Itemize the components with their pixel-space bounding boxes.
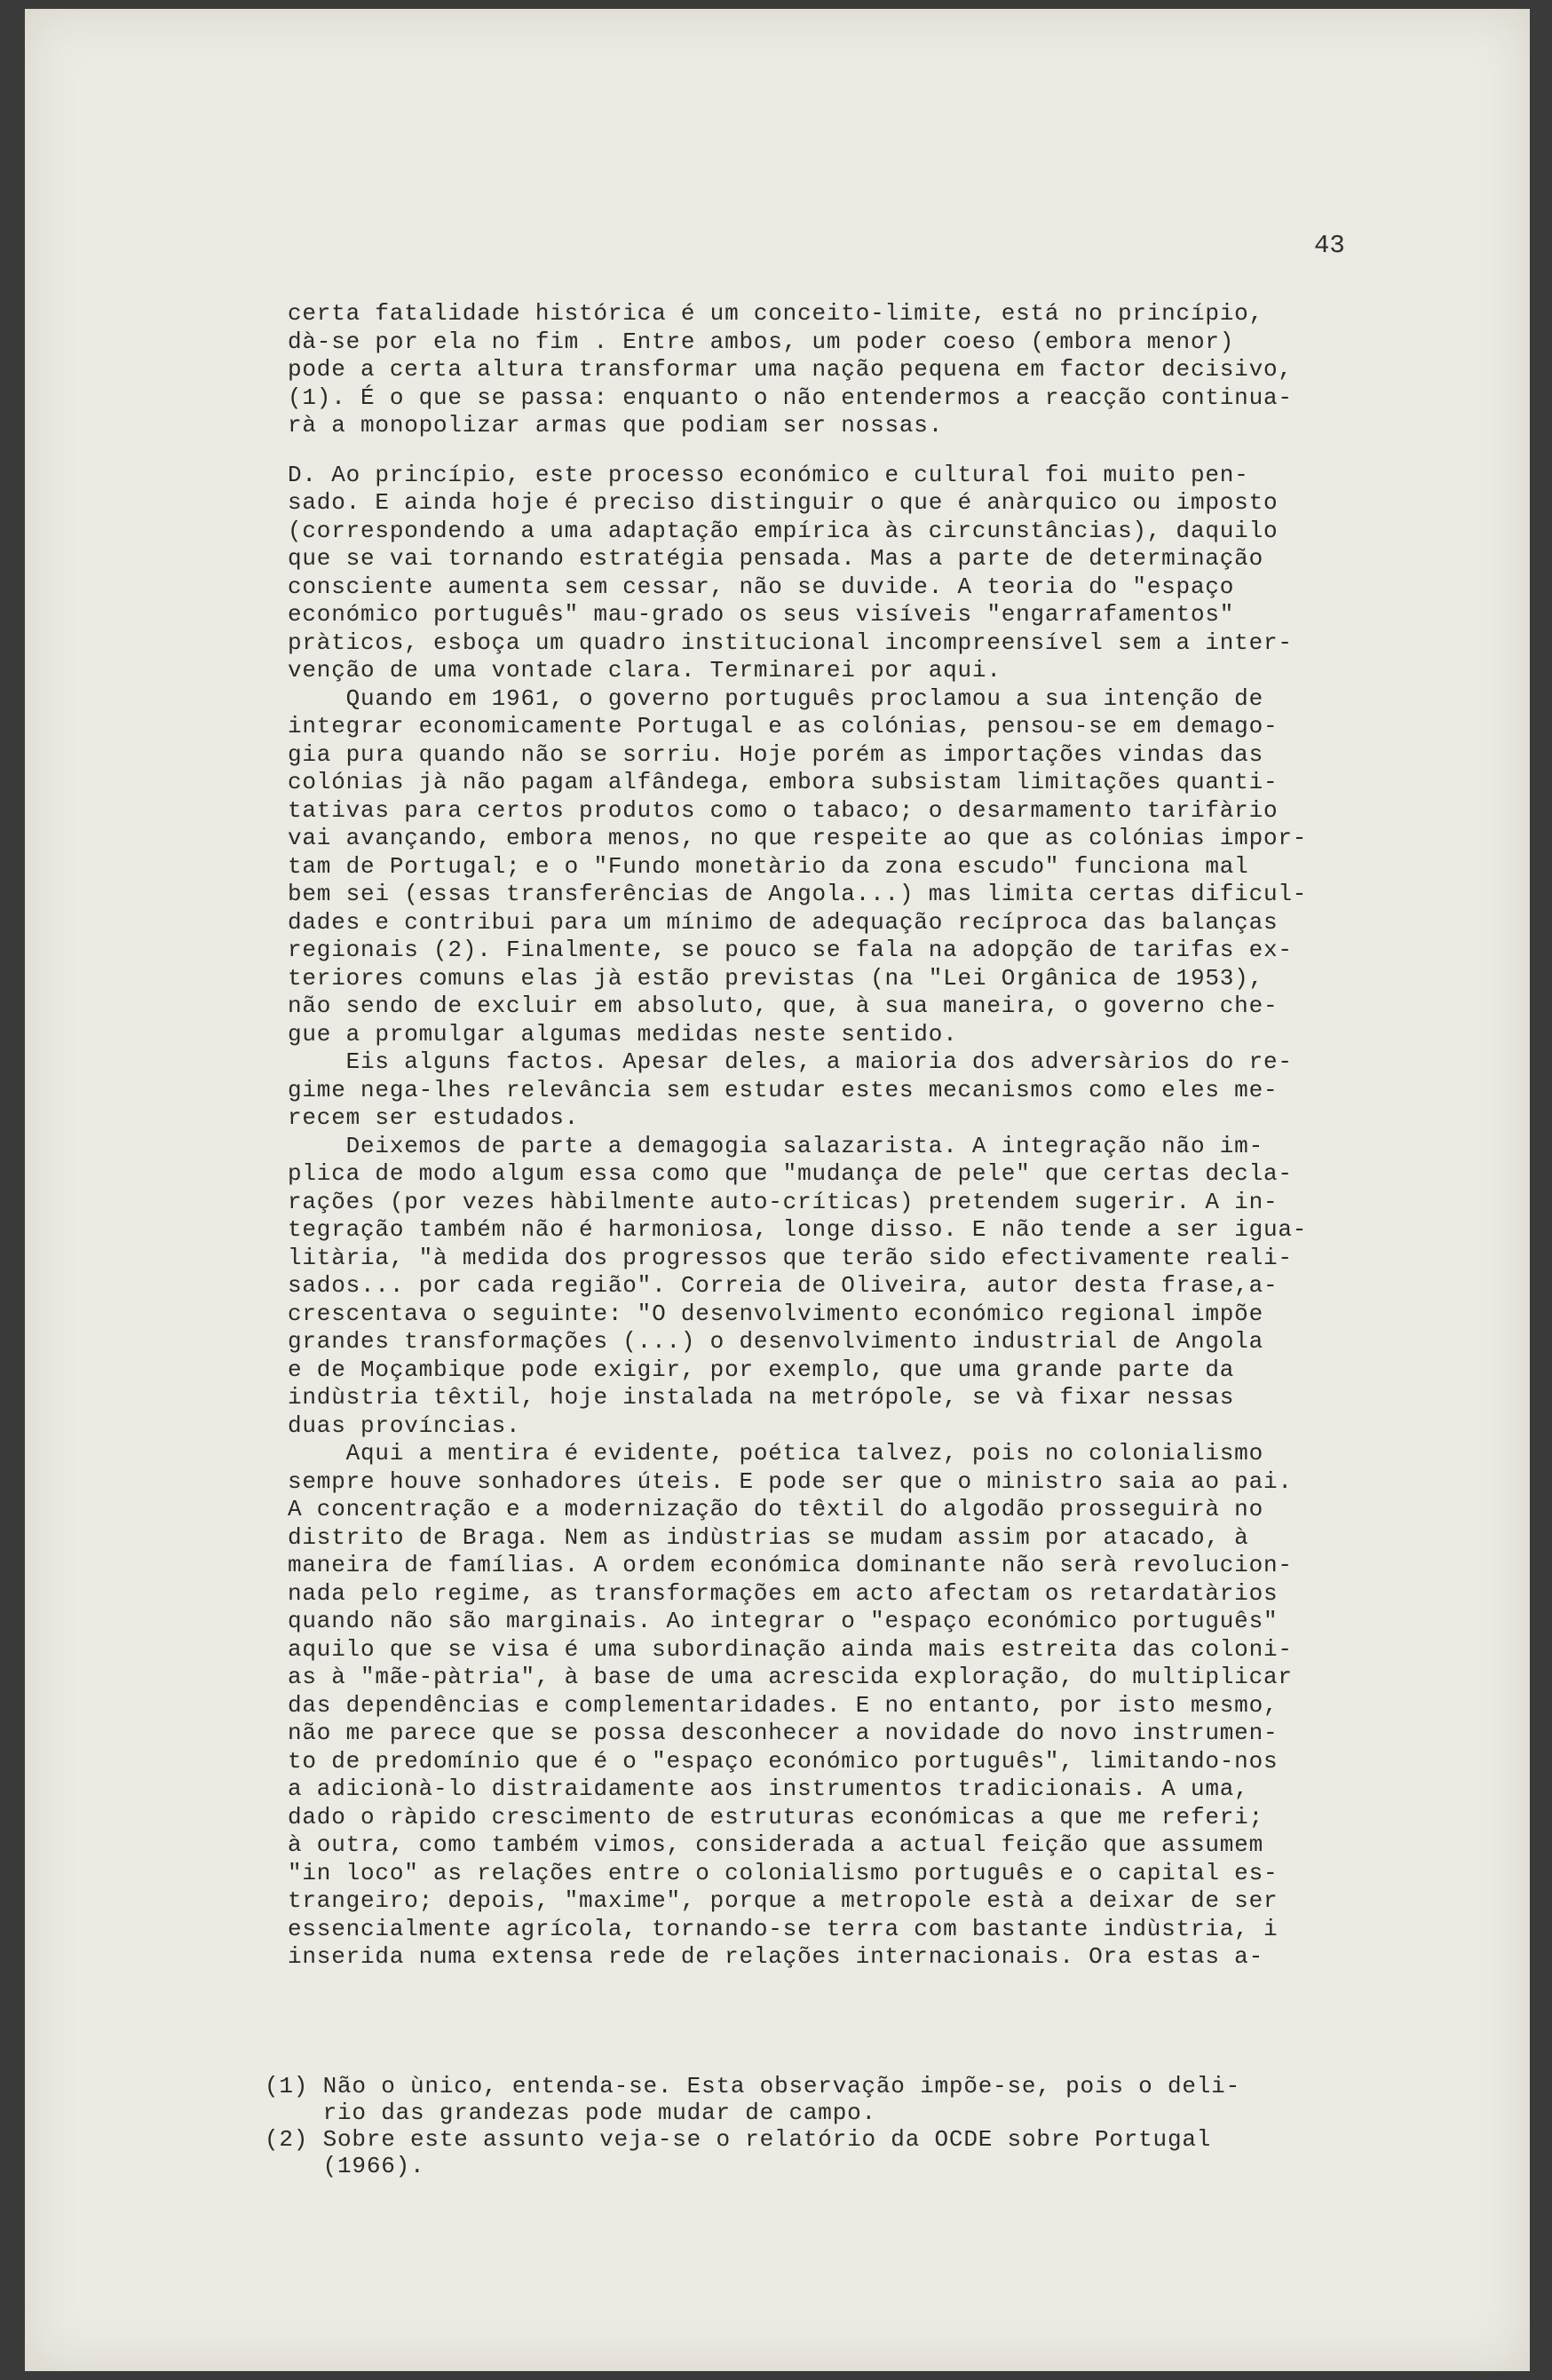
body-line: as à "mãe-pàtria", à base de uma acrescida exploração, do multiplicar (288, 1664, 1293, 1690)
body-line: tam de Portugal; e o "Fundo monetàrio da zona escudo" funciona mal (288, 852, 1249, 880)
body-line: vai avançando, embora menos, no que respeite ao que as colónias impor- (288, 825, 1308, 851)
body-line: certa fatalidade histórica é um conceito-limite, está no princípio, (288, 300, 1263, 327)
body-line: Eis alguns factos. Apesar deles, a maioria dos adversàrios do re- (288, 1048, 1293, 1075)
body-line: indùstria têxtil, hoje instalada na metrópole, se và fixar nessas (288, 1384, 1235, 1411)
body-line: Quando em 1961, o governo português proclamou a sua intenção de (288, 684, 1263, 712)
body-line: e de Moçambique pode exigir, por exemplo, que uma grande parte da (288, 1356, 1235, 1383)
body-line: gia pura quando não se sorriu. Hoje porém as importações vindas das (288, 740, 1263, 768)
body-line: aquilo que se visa é uma subordinação ainda mais estreita das coloni- (288, 1635, 1293, 1663)
body-line: teriores comuns elas jà estão previstas (na "Lei Orgânica de 1953), (288, 964, 1263, 992)
body-line: venção de uma vontade clara. Terminarei por aqui. (288, 657, 1002, 684)
body-line: Deixemos de parte a demagogia salazarista. A integração não im- (288, 1132, 1263, 1159)
body-line: rà a monopolizar armas que podiam ser nossas. (288, 412, 944, 439)
body-line: grandes transformações (...) o desenvolvimento industrial de Angola (288, 1328, 1263, 1355)
footnote-line: (1966). (265, 2153, 425, 2179)
body-line: tegração também não é harmoniosa, longe disso. E não tende a ser igua- (288, 1216, 1308, 1243)
body-line: maneira de famílias. A ordem económica dominante não serà revolucion- (288, 1552, 1293, 1578)
body-line: trangeiro; depois, "maxime", porque a metropole està a deixar de ser (288, 1887, 1279, 1914)
body-line: A concentração e a modernização do têxtil do algodão prosseguirà no (288, 1496, 1263, 1522)
body-line: dà-se por ela no fim . Entre ambos, um poder coeso (embora menor) (288, 328, 1235, 355)
body-line: sempre houve sonhadores úteis. E pode ser que o ministro saia ao pai. (288, 1467, 1293, 1495)
body-line: (1). É o que se passa: enquanto o não entendermos a reacção continua- (288, 383, 1293, 411)
body-line: rações (por vezes hàbilmente auto-críticas) pretendem sugerir. A in- (288, 1188, 1279, 1215)
body-line: sado. E ainda hoje é preciso distinguir o que é anàrquico ou imposto (288, 489, 1279, 516)
body-line: consciente aumenta sem cessar, não se duvide. A teoria do "espaço (288, 573, 1235, 600)
body-line: não sendo de excluir em absoluto, que, à sua maneira, o governo che- (288, 992, 1279, 1019)
body-line: regionais (2). Finalmente, se pouco se fala na adopção de tarifas ex- (288, 937, 1293, 963)
body-line: duas províncias. (288, 1411, 521, 1439)
body-text (288, 300, 1451, 1972)
body-line: a adicionà-lo distraidamente aos instrumentos tradicionais. A uma, (288, 1775, 1249, 1802)
typewritten-page (25, 9, 1530, 2371)
footnote-line: rio das grandezas pode mudar de campo. (265, 2099, 876, 2126)
body-line: à outra, como também vimos, considerada a actual feição que assumem (288, 1831, 1263, 1858)
body-line: essencialmente agrícola, tornando-se terra com bastante indùstria, i (288, 1915, 1279, 1942)
body-line: dades e contribui para um mínimo de adequação recíproca das balanças (288, 908, 1279, 936)
body-line: gue a promulgar algumas medidas neste sentido. (288, 1020, 958, 1048)
body-line: tativas para certos produtos como o tabaco; o desarmamento tarifàrio (288, 796, 1279, 824)
body-line: integrar economicamente Portugal e as colónias, pensou-se em demago- (288, 713, 1279, 739)
body-line: to de predomínio que é o "espaço económico português", limitando-nos (288, 1747, 1279, 1775)
body-line: que se vai tornando estratégia pensada. Mas a parte de determinação (288, 545, 1263, 572)
body-line: pràticos, esboça um quadro institucional incompreensível sem a inter- (288, 629, 1293, 656)
body-line: plica de modo algum essa como que "mudança de pele" que certas decla- (288, 1160, 1293, 1187)
body-line: (correspondendo a uma adaptação empírica às circunstâncias), daquilo (288, 517, 1279, 544)
body-line: crescentava o seguinte: "O desenvolvimento económico regional impõe (288, 1300, 1263, 1327)
footnote-line: (1) Não o ùnico, entenda-se. Esta observação impõe-se, pois o deli- (265, 2073, 1240, 2099)
body-line: pode a certa altura transformar uma nação pequena em factor decisivo, (288, 356, 1293, 383)
body-line: inserida numa extensa rede de relações internacionais. Ora estas a- (288, 1943, 1263, 1970)
body-line: económico português" mau-grado os seus visíveis "engarrafamentos" (288, 601, 1235, 628)
body-line: gime nega-lhes relevância sem estudar estes mecanismos como eles me- (288, 1076, 1279, 1103)
body-line: quando não são marginais. Ao integrar o "espaço económico português" (288, 1608, 1279, 1634)
page-number: 43 (1314, 231, 1345, 260)
body-line: Aqui a mentira é evidente, poética talvez, pois no colonialismo (288, 1440, 1263, 1467)
paragraph-gap (288, 440, 1451, 462)
body-line: não me parece que se possa desconhecer a novidade do novo instrumen- (288, 1720, 1279, 1746)
body-line: litària, "à medida dos progressos que terão sido efectivamente reali- (288, 1244, 1293, 1271)
body-line: colónias jà não pagam alfândega, embora subsistam limitações quanti- (288, 769, 1279, 795)
footnote-line: (2) Sobre este assunto veja-se o relatório da OCDE sobre Portugal (265, 2126, 1212, 2153)
body-line: distrito de Braga. Nem as indùstrias se mudam assim por atacado, à (288, 1523, 1249, 1551)
body-line: das dependências e complementaridades. E no entanto, por isto mesmo, (288, 1691, 1279, 1719)
body-line: D. Ao princípio, este processo económico e cultural foi muito pen- (288, 461, 1249, 488)
body-line: dado o ràpido crescimento de estruturas económicas a que me referi; (288, 1803, 1263, 1830)
footnotes (265, 2073, 1454, 2179)
body-line: bem sei (essas transferências de Angola...) mas limita certas dificul- (288, 881, 1308, 907)
body-line: nada pelo regime, as transformações em acto afectam os retardatàrios (288, 1579, 1279, 1607)
body-line: "in loco" as relações entre o colonialismo português e o capital es- (288, 1859, 1279, 1886)
body-line: recem ser estudados. (288, 1104, 580, 1131)
body-line: sados... por cada região". Correia de Oliveira, autor desta frase,a- (288, 1272, 1279, 1299)
